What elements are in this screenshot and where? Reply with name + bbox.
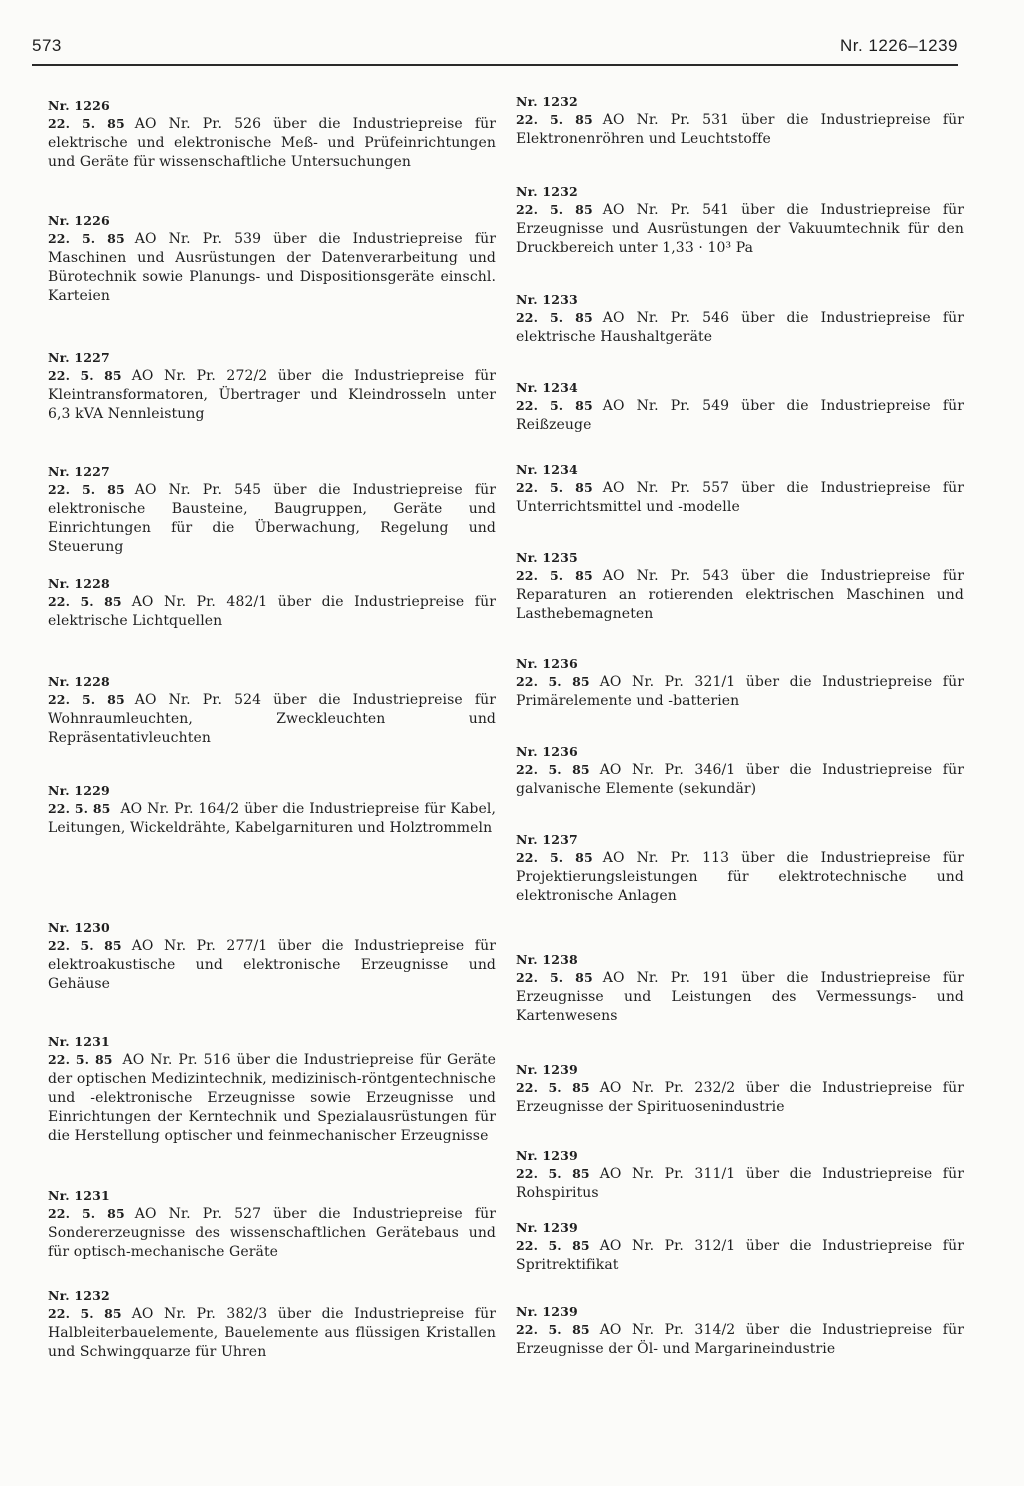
entry-text <box>516 968 964 1026</box>
entry-date: 22. 5. 85 <box>516 398 593 413</box>
entry-date: 22. 5. 85 <box>516 1166 590 1181</box>
list-item <box>48 98 496 172</box>
entry-description: AO Nr. Pr. 524 über die Industriepreise für Wohnraumleuchten, Zweckleuchten und Repräsentativleuchten <box>48 692 497 746</box>
entry-text <box>48 114 496 172</box>
entry-text <box>516 308 964 347</box>
entry-text <box>48 1204 496 1262</box>
entry-text <box>516 1078 964 1117</box>
list-item <box>516 656 964 711</box>
entry-date: 22. 5. 85 <box>516 850 593 865</box>
entry-text <box>516 1320 964 1359</box>
list-item <box>516 292 964 347</box>
list-item <box>516 550 964 624</box>
entry-description: AO Nr. Pr. 549 über die Industriepreise für Reißzeuge <box>516 398 965 433</box>
entry-number: Nr. 1227 <box>48 464 110 479</box>
entry-text <box>516 848 964 906</box>
entry-date: 22. 5. 85 <box>516 1080 590 1095</box>
entry-number: Nr. 1236 <box>516 656 578 671</box>
entry-date: 22. 5. 85 <box>516 310 593 325</box>
entry-number: Nr. 1233 <box>516 292 578 307</box>
list-item <box>48 213 496 306</box>
list-item <box>516 952 964 1026</box>
list-item <box>48 1034 496 1146</box>
entry-text <box>48 799 496 838</box>
entry-text <box>48 1304 496 1362</box>
entry-number: Nr. 1239 <box>516 1062 578 1077</box>
entry-text <box>48 690 496 748</box>
entry-number: Nr. 1230 <box>48 920 110 935</box>
list-item <box>48 674 496 748</box>
list-item <box>516 832 964 906</box>
entry-number: Nr. 1228 <box>48 576 110 591</box>
entry-description: AO Nr. Pr. 232/2 über die Industriepreise für Erzeugnisse der Spirituosenindustrie <box>516 1080 964 1115</box>
list-item <box>48 920 496 994</box>
entry-date: 22. 5. 85 <box>48 116 125 131</box>
entry-description: AO Nr. Pr. 545 über die Industriepreise für elektronische Bausteine, Baugruppen, Geräte und Einrichtungen für die Überwachung, Regelung und Steuerung <box>48 482 497 555</box>
entry-description: AO Nr. Pr. 113 über die Industriepreise für Projektierungsleistungen für elektrotechnische und elektronische Anlagen <box>516 850 965 904</box>
entry-date: 22. 5. 85 <box>516 970 593 985</box>
entry-number: Nr. 1234 <box>516 380 578 395</box>
page-range: Nr. 1226–1239 <box>839 36 958 55</box>
entry-date: 22. 5. 85 <box>48 368 122 383</box>
entry-number: Nr. 1226 <box>48 213 110 228</box>
entry-text <box>48 366 496 424</box>
entry-number: Nr. 1232 <box>516 94 578 109</box>
entry-text <box>516 1236 964 1275</box>
entry-number: Nr. 1231 <box>48 1034 110 1049</box>
entry-text <box>48 592 496 631</box>
entry-number: Nr. 1239 <box>516 1148 578 1163</box>
entry-number: Nr. 1232 <box>516 184 578 199</box>
list-item <box>516 1304 964 1359</box>
entry-description: AO Nr. Pr. 541 über die Industriepreise für Erzeugnisse und Ausrüstungen der Vakuumtechnik für den Druckbereich unter 1,33 · 10³ Pa <box>516 202 965 256</box>
entry-description: AO Nr. Pr. 543 über die Industriepreise für Reparaturen an rotierenden elektrischen Maschinen und Lasthebemagneten <box>516 568 965 622</box>
entry-text <box>516 566 964 624</box>
entry-number: Nr. 1226 <box>48 98 110 113</box>
entry-description: AO Nr. Pr. 312/1 über die Industriepreise für Spritrektifikat <box>516 1238 964 1273</box>
entry-description: AO Nr. Pr. 516 über die Industriepreise für Geräte der optischen Medizintechnik, medizinisch-röntgentechnische und -elektronische Erzeugnisse sowie Erzeugnisse und Einrichtungen der Kerntechnik und Spezialausrüstungen für die Herstellung optischer und feinmechanischer Erzeugnisse <box>48 1052 496 1144</box>
entry-description: AO Nr. Pr. 314/2 über die Industriepreise für Erzeugnisse der Öl- und Margarineindustrie <box>516 1322 964 1357</box>
entry-description: AO Nr. Pr. 539 über die Industriepreise für Maschinen und Ausrüstungen der Datenverarbeitung und Bürotechnik sowie Planungs- und Dispositionsgeräte einschl. Karteien <box>48 231 497 304</box>
entry-number: Nr. 1235 <box>516 550 578 565</box>
entry-date: 22. 5. 85 <box>48 801 111 816</box>
list-item <box>516 94 964 149</box>
entry-description: AO Nr. Pr. 557 über die Industriepreise für Unterrichtsmittel und -modelle <box>516 480 965 515</box>
entry-number: Nr. 1236 <box>516 744 578 759</box>
page-header <box>32 36 958 64</box>
entry-description: AO Nr. Pr. 382/3 über die Industriepreise für Halbleiterbauelemente, Bauelemente aus flüssigen Kristallen und Schwingquarze für Uhren <box>48 1306 496 1360</box>
entry-number: Nr. 1238 <box>516 952 578 967</box>
list-item <box>516 462 964 517</box>
entry-text <box>516 760 964 799</box>
entry-date: 22. 5. 85 <box>516 202 593 217</box>
list-item <box>516 1062 964 1117</box>
list-item <box>516 380 964 435</box>
list-item <box>48 1188 496 1262</box>
entry-description: AO Nr. Pr. 277/1 über die Industriepreise für elektroakustische und elektronische Erzeugnisse und Gehäuse <box>48 938 496 992</box>
entry-number: Nr. 1237 <box>516 832 578 847</box>
entry-description: AO Nr. Pr. 346/1 über die Industriepreise für galvanische Elemente (sekundär) <box>516 762 964 797</box>
entry-number: Nr. 1239 <box>516 1220 578 1235</box>
entry-date: 22. 5. 85 <box>48 692 125 707</box>
entry-date: 22. 5. 85 <box>48 594 122 609</box>
entry-date: 22. 5. 85 <box>516 762 590 777</box>
entry-date: 22. 5. 85 <box>516 112 593 127</box>
entry-number: Nr. 1239 <box>516 1304 578 1319</box>
entry-text <box>48 480 496 557</box>
entry-text <box>516 1164 964 1203</box>
entry-description: AO Nr. Pr. 272/2 über die Industriepreise für Kleintransformatoren, Übertrager und Kleindrosseln unter 6,3 kVA Nennleistung <box>48 368 496 422</box>
list-item <box>48 783 496 838</box>
entry-date: 22. 5. 85 <box>48 1052 113 1067</box>
entry-date: 22. 5. 85 <box>48 1206 125 1221</box>
entry-description: AO Nr. Pr. 191 über die Industriepreise für Erzeugnisse und Leistungen des Vermessungs- und Kartenwesens <box>516 970 965 1024</box>
entry-date: 22. 5. 85 <box>48 482 125 497</box>
entry-text <box>516 200 964 258</box>
entry-text <box>516 110 964 149</box>
list-item <box>516 1148 964 1203</box>
list-item <box>48 350 496 424</box>
entry-description: AO Nr. Pr. 546 über die Industriepreise für elektrische Haushaltgeräte <box>516 310 965 345</box>
entry-description: AO Nr. Pr. 526 über die Industriepreise für elektrische und elektronische Meß- und Prüfeinrichtungen und Geräte für wissenschaftliche Untersuchungen <box>48 116 497 170</box>
entry-number: Nr. 1232 <box>48 1288 110 1303</box>
entry-date: 22. 5. 85 <box>516 480 593 495</box>
list-item <box>516 184 964 258</box>
entry-text <box>48 936 496 994</box>
entry-number: Nr. 1231 <box>48 1188 110 1203</box>
entry-date: 22. 5. 85 <box>516 674 590 689</box>
entry-number: Nr. 1229 <box>48 783 110 798</box>
entry-date: 22. 5. 85 <box>48 1306 122 1321</box>
entry-description: AO Nr. Pr. 311/1 über die Industriepreise für Rohspiritus <box>516 1166 964 1201</box>
list-item <box>516 744 964 799</box>
entry-number: Nr. 1227 <box>48 350 110 365</box>
entry-date: 22. 5. 85 <box>516 1238 590 1253</box>
entry-description: AO Nr. Pr. 531 über die Industriepreise für Elektronenröhren und Leuchtstoffe <box>516 112 965 147</box>
entry-description: AO Nr. Pr. 527 über die Industriepreise für Sondererzeugnisse des wissenschaftlichen Gerätebaus und für optisch-mechanische Geräte <box>48 1206 497 1260</box>
entry-number: Nr. 1234 <box>516 462 578 477</box>
entry-date: 22. 5. 85 <box>516 1322 590 1337</box>
list-item <box>48 576 496 631</box>
list-item <box>48 464 496 557</box>
page-number: 573 <box>32 36 62 55</box>
entry-text <box>516 396 964 435</box>
entry-description: AO Nr. Pr. 482/1 über die Industriepreise für elektrische Lichtquellen <box>48 594 496 629</box>
entry-text <box>48 229 496 306</box>
entry-text <box>48 1050 496 1146</box>
list-item <box>48 1288 496 1362</box>
entry-number: Nr. 1228 <box>48 674 110 689</box>
entry-text <box>516 672 964 711</box>
entry-description: AO Nr. Pr. 164/2 über die Industriepreise für Kabel, Leitungen, Wickeldrähte, Kabelgarnituren und Holztrommeln <box>48 801 496 836</box>
entry-date: 22. 5. 85 <box>48 938 122 953</box>
list-item <box>516 1220 964 1275</box>
entry-description: AO Nr. Pr. 321/1 über die Industriepreise für Primärelemente und -batterien <box>516 674 964 709</box>
header-rule <box>32 64 958 66</box>
entry-text <box>516 478 964 517</box>
entry-date: 22. 5. 85 <box>516 568 593 583</box>
entry-date: 22. 5. 85 <box>48 231 125 246</box>
